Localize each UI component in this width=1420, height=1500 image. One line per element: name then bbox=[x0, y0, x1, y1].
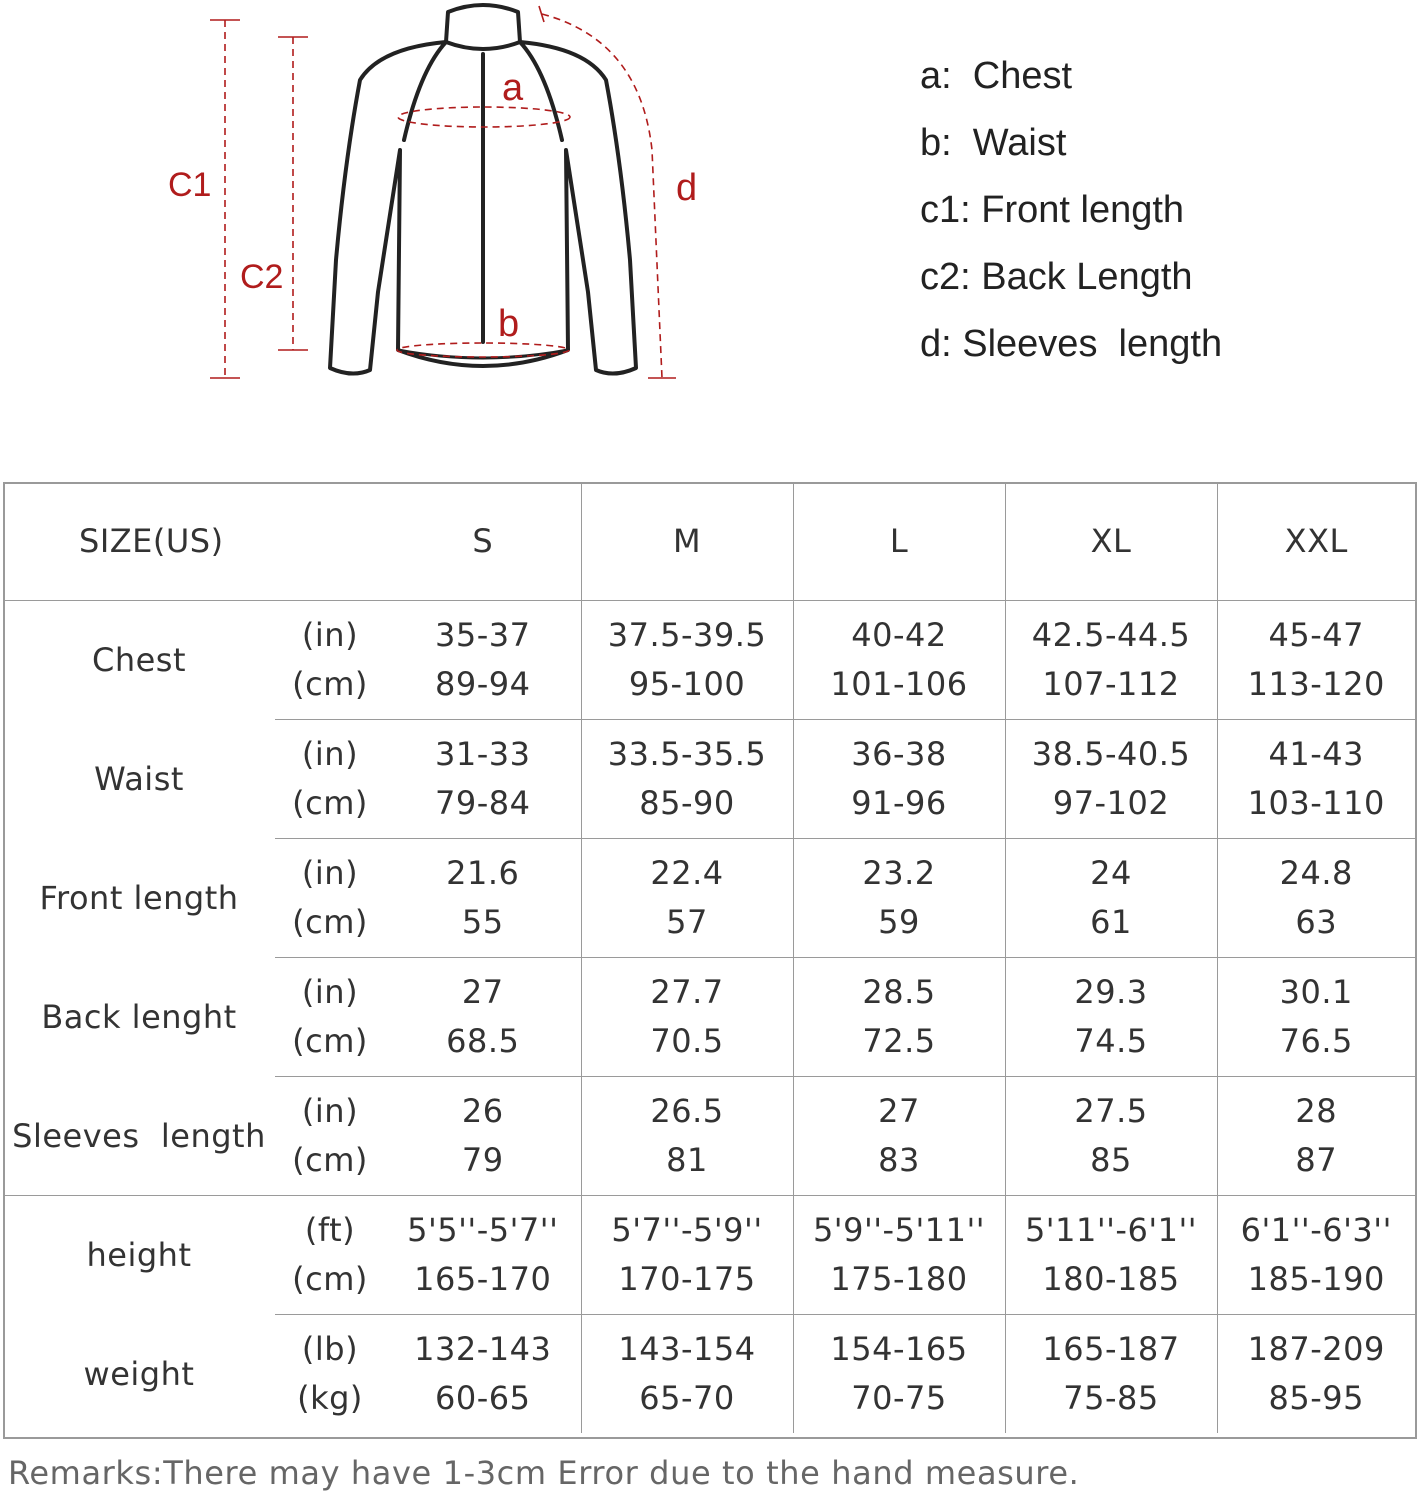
row-label: Sleeves length bbox=[12, 1116, 266, 1155]
cell-value-primary: 42.5-44.5 bbox=[1031, 616, 1191, 654]
cell-value-primary: 36-38 bbox=[851, 735, 947, 773]
table-cell bbox=[581, 720, 793, 839]
unit-secondary: (cm) bbox=[292, 1260, 368, 1298]
cell-value-primary: 22.4 bbox=[650, 854, 724, 892]
table-cell bbox=[385, 1077, 581, 1196]
table-cell bbox=[1217, 839, 1415, 958]
table-cell bbox=[793, 1315, 1005, 1434]
cell-value-primary: 132-143 bbox=[414, 1330, 552, 1368]
cell-value-secondary: 101-106 bbox=[830, 665, 968, 703]
cell-value-primary: 24.8 bbox=[1279, 854, 1353, 892]
cell-value-primary: 24 bbox=[1090, 854, 1132, 892]
size-header-s: S bbox=[472, 522, 494, 560]
cell-value-secondary: 185-190 bbox=[1247, 1260, 1385, 1298]
table-cell bbox=[385, 1315, 581, 1434]
cell-value-primary: 26 bbox=[461, 1092, 504, 1130]
cell-value-secondary: 97-102 bbox=[1052, 784, 1170, 822]
unit-secondary: (cm) bbox=[292, 1141, 368, 1179]
table-cell bbox=[1005, 1315, 1217, 1434]
table-cell bbox=[385, 720, 581, 839]
cell-value-secondary: 63 bbox=[1295, 903, 1338, 941]
size-header-label: SIZE(US) bbox=[79, 522, 224, 560]
cell-value-primary: 5'5''-5'7'' bbox=[407, 1211, 559, 1249]
cell-value-secondary: 89-94 bbox=[435, 665, 531, 703]
size-header-m: M bbox=[581, 482, 793, 601]
table-cell bbox=[793, 720, 1005, 839]
cell-value-secondary: 103-110 bbox=[1247, 784, 1385, 822]
label-c1: C1 bbox=[168, 166, 212, 204]
cell-value-secondary: 81 bbox=[666, 1141, 708, 1179]
row-label: Waist bbox=[94, 760, 184, 798]
cell-value-secondary: 65-70 bbox=[639, 1379, 735, 1417]
cell-value-secondary: 113-120 bbox=[1247, 665, 1385, 703]
cell-value-secondary: 91-96 bbox=[851, 784, 947, 822]
legend-item-waist: b: Waist bbox=[920, 122, 1067, 164]
table-cell bbox=[581, 1315, 793, 1434]
legend-item-back-length: c2: Back Length bbox=[920, 256, 1193, 298]
table-row bbox=[3, 601, 1415, 720]
cell-value-primary: 27 bbox=[878, 1092, 920, 1130]
table-cell bbox=[1217, 958, 1415, 1077]
table-cell bbox=[581, 601, 793, 720]
row-units bbox=[275, 1315, 385, 1434]
unit-secondary: (cm) bbox=[292, 665, 368, 703]
legend-item-chest: a: Chest bbox=[920, 55, 1073, 97]
cell-value-secondary: 85 bbox=[1090, 1141, 1132, 1179]
cell-value-primary: 31-33 bbox=[435, 735, 531, 773]
row-label: Chest bbox=[3, 601, 275, 720]
cell-value-secondary: 107-112 bbox=[1042, 665, 1180, 703]
table-cell bbox=[385, 1196, 581, 1315]
cell-value-secondary: 79 bbox=[461, 1141, 504, 1179]
table-cell bbox=[793, 601, 1005, 720]
row-units bbox=[275, 1077, 385, 1196]
cell-value-primary: 27.5 bbox=[1074, 1092, 1148, 1130]
cell-value-secondary: 60-65 bbox=[435, 1379, 531, 1417]
row-units bbox=[275, 1196, 385, 1315]
cell-value-primary: 23.2 bbox=[862, 854, 936, 892]
cell-value-secondary: 68.5 bbox=[446, 1022, 520, 1060]
table-cell bbox=[793, 839, 1005, 958]
table-cell bbox=[1217, 1196, 1415, 1315]
cell-value-primary: 26.5 bbox=[650, 1092, 724, 1130]
row-units bbox=[275, 601, 385, 720]
cell-value-primary: 38.5-40.5 bbox=[1031, 735, 1191, 773]
row-label: height bbox=[3, 1196, 275, 1315]
size-header-xl: XL bbox=[1005, 482, 1217, 601]
unit-primary: (in) bbox=[301, 616, 359, 654]
cell-value-secondary: 70.5 bbox=[650, 1022, 724, 1060]
cell-value-secondary: 87 bbox=[1295, 1141, 1338, 1179]
cell-value-primary: 165-187 bbox=[1042, 1330, 1180, 1368]
table-cell bbox=[1005, 601, 1217, 720]
row-label: weight bbox=[83, 1354, 195, 1393]
label-a: a bbox=[502, 67, 524, 109]
label-c2: C2 bbox=[240, 258, 284, 296]
cell-value-primary: 40-42 bbox=[851, 616, 947, 654]
cell-value-primary: 30.1 bbox=[1279, 973, 1353, 1011]
jacket-outline-icon bbox=[330, 5, 636, 374]
table-cell bbox=[1217, 1077, 1415, 1196]
cell-value-primary: 29.3 bbox=[1074, 973, 1148, 1011]
table-cell bbox=[793, 958, 1005, 1077]
cell-value-secondary: 95-100 bbox=[628, 665, 746, 703]
table-cell bbox=[1005, 1077, 1217, 1196]
table-header-row bbox=[3, 482, 1415, 601]
cell-value-secondary: 61 bbox=[1090, 903, 1132, 941]
cell-value-primary: 41-43 bbox=[1268, 735, 1364, 773]
cell-value-primary: 27 bbox=[461, 973, 504, 1011]
table-cell bbox=[581, 1196, 793, 1315]
row-label: Back lenght bbox=[41, 998, 237, 1036]
table-cell bbox=[1217, 1315, 1415, 1434]
cell-value-primary: 33.5-35.5 bbox=[607, 735, 767, 773]
cell-value-secondary: 165-170 bbox=[414, 1260, 552, 1298]
c1-dimension-line bbox=[210, 20, 240, 378]
table-cell bbox=[1005, 958, 1217, 1077]
cell-value-secondary: 75-85 bbox=[1063, 1379, 1159, 1417]
cell-value-secondary: 170-175 bbox=[618, 1260, 756, 1298]
jacket-measurement-diagram bbox=[0, 0, 880, 420]
label-b: b bbox=[498, 303, 520, 345]
table-row bbox=[3, 1315, 1415, 1434]
table-cell bbox=[793, 1077, 1005, 1196]
cell-value-primary: 154-165 bbox=[830, 1330, 968, 1368]
d-dimension-line bbox=[539, 6, 676, 378]
row-units bbox=[275, 958, 385, 1077]
cell-value-primary: 28 bbox=[1295, 1092, 1338, 1130]
row-units bbox=[275, 720, 385, 839]
cell-value-secondary: 79-84 bbox=[435, 784, 531, 822]
unit-secondary: (cm) bbox=[292, 1022, 368, 1060]
table-cell bbox=[385, 839, 581, 958]
table-row bbox=[3, 839, 1415, 958]
unit-primary: (in) bbox=[301, 973, 359, 1011]
cell-value-secondary: 72.5 bbox=[862, 1022, 936, 1060]
cell-value-secondary: 59 bbox=[878, 903, 920, 941]
table-cell bbox=[385, 958, 581, 1077]
table-cell bbox=[1217, 601, 1415, 720]
cell-value-secondary: 74.5 bbox=[1074, 1022, 1148, 1060]
table-row bbox=[3, 958, 1415, 1077]
size-chart-table bbox=[3, 482, 1415, 1433]
size-header-l: L bbox=[793, 482, 1005, 601]
cell-value-secondary: 70-75 bbox=[851, 1379, 947, 1417]
table-cell bbox=[385, 601, 581, 720]
cell-value-secondary: 83 bbox=[878, 1141, 920, 1179]
table-cell bbox=[581, 958, 793, 1077]
table-cell bbox=[793, 1196, 1005, 1315]
cell-value-primary: 6'1''-6'3'' bbox=[1240, 1211, 1392, 1249]
table-cell bbox=[1005, 839, 1217, 958]
cell-value-secondary: 57 bbox=[666, 903, 708, 941]
cell-value-primary: 45-47 bbox=[1268, 616, 1364, 654]
row-label: Front length bbox=[39, 879, 239, 917]
unit-primary: (in) bbox=[301, 735, 359, 773]
table-cell bbox=[1005, 1196, 1217, 1315]
row-units bbox=[275, 839, 385, 958]
cell-value-secondary: 85-95 bbox=[1268, 1379, 1364, 1417]
cell-value-secondary: 175-180 bbox=[830, 1260, 968, 1298]
unit-primary: (in) bbox=[301, 854, 359, 892]
unit-secondary: (cm) bbox=[292, 784, 368, 822]
table-cell bbox=[1005, 720, 1217, 839]
legend-item-sleeves-length: d: Sleeves length bbox=[920, 323, 1223, 365]
cell-value-secondary: 180-185 bbox=[1042, 1260, 1180, 1298]
legend-item-front-length: c1: Front length bbox=[920, 189, 1185, 231]
cell-value-primary: 5'7''-5'9'' bbox=[611, 1211, 763, 1249]
unit-primary: (lb) bbox=[301, 1330, 359, 1368]
unit-primary: (in) bbox=[301, 1092, 359, 1130]
table-cell bbox=[1217, 720, 1415, 839]
unit-primary: (ft) bbox=[304, 1211, 356, 1249]
waist-measure-ellipse bbox=[397, 343, 569, 357]
cell-value-primary: 5'11''-6'1'' bbox=[1024, 1211, 1198, 1249]
measurement-legend bbox=[920, 52, 1222, 387]
cell-value-primary: 27.7 bbox=[650, 973, 724, 1011]
unit-secondary: (cm) bbox=[292, 903, 368, 941]
cell-value-primary: 143-154 bbox=[618, 1330, 756, 1368]
cell-value-secondary: 76.5 bbox=[1279, 1022, 1353, 1060]
table-row bbox=[3, 1077, 1415, 1196]
cell-value-primary: 5'9''-5'11'' bbox=[812, 1211, 986, 1249]
table-cell bbox=[581, 1077, 793, 1196]
size-header-xxl: XXL bbox=[1217, 482, 1415, 601]
cell-value-primary: 187-209 bbox=[1247, 1330, 1385, 1368]
cell-value-secondary: 55 bbox=[461, 903, 504, 941]
unit-secondary: (kg) bbox=[297, 1379, 363, 1417]
cell-value-secondary: 85-90 bbox=[639, 784, 735, 822]
cell-value-primary: 35-37 bbox=[435, 616, 531, 654]
cell-value-primary: 21.6 bbox=[446, 854, 520, 892]
table-row bbox=[3, 1196, 1415, 1315]
cell-value-primary: 37.5-39.5 bbox=[607, 616, 767, 654]
c2-dimension-line bbox=[278, 37, 308, 350]
cell-value-primary: 28.5 bbox=[862, 973, 936, 1011]
remarks-note: Remarks:There may have 1-3cm Error due to the hand measure. bbox=[8, 1454, 1080, 1492]
table-row bbox=[3, 720, 1415, 839]
label-d: d bbox=[676, 167, 698, 209]
table-cell bbox=[581, 839, 793, 958]
